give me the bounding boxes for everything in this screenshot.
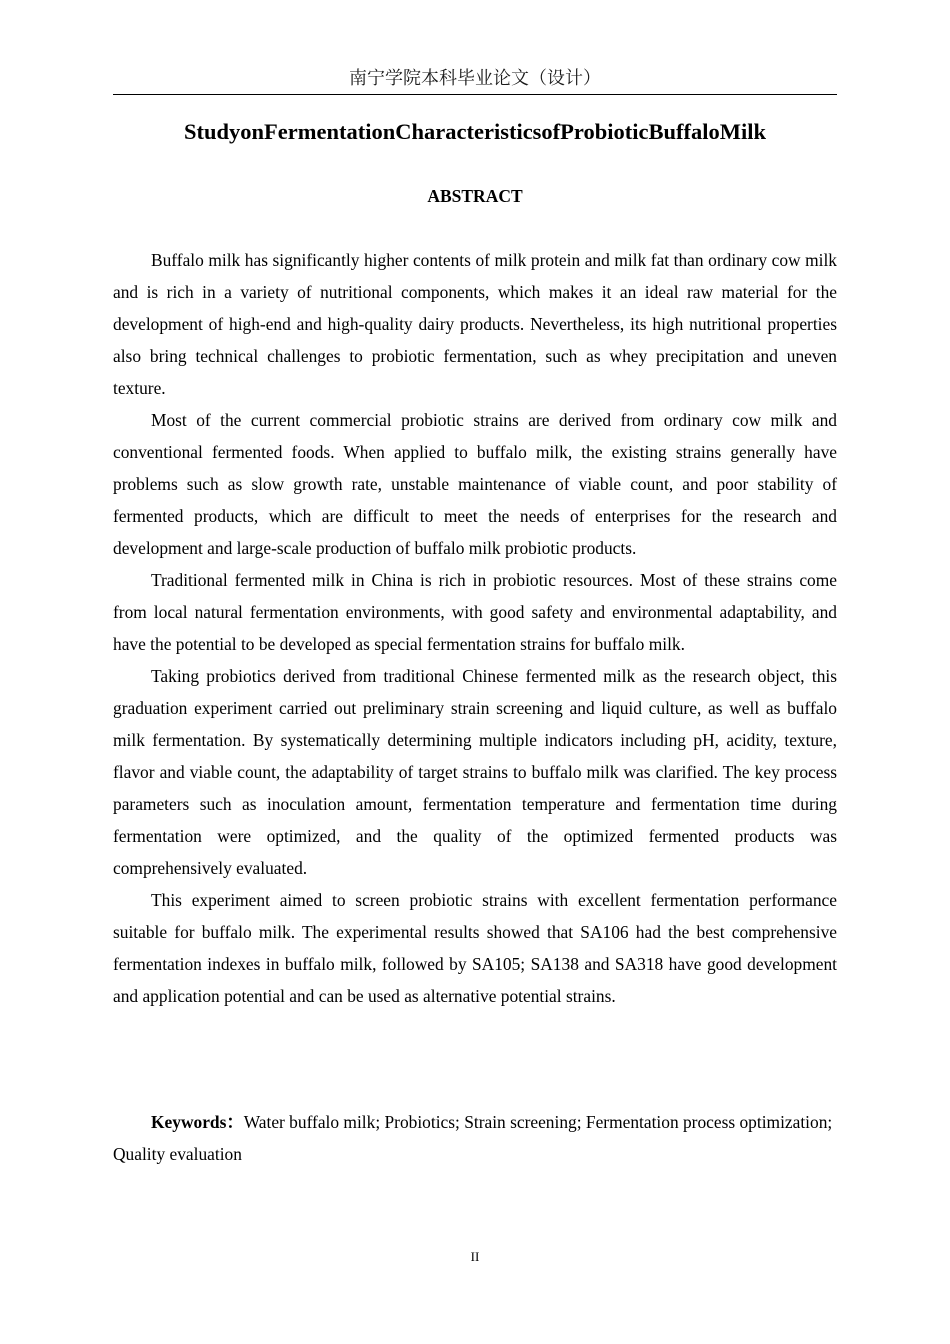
abstract-paragraph: Taking probiotics derived from traditional Chinese fermented milk as the research object, this graduation experiment carried out preliminary strain screening and liquid culture, as well as buffalo milk fermentation. By systematically determining multiple indicators including pH, acidity, texture, flavor and viable count, the adaptability of target strains to buffalo milk was clarified. The key process parameters such as inoculation amount, fermentation temperature and fermentation time during fermentation were optimized, and the quality of the optimized fermented products was comprehensively evaluated. — [113, 666, 837, 878]
abstract-paragraph: This experiment aimed to screen probiotic strains with excellent fermentation performance suitable for buffalo milk. The experimental results showed that SA106 had the best comprehensive fermentation indexes in buffalo milk, followed by SA105; SA138 and SA318 have good development and application potential and can be used as alternative potential strains. — [113, 890, 837, 1006]
running-header: 南宁学院本科毕业论文（设计） — [349, 68, 601, 89]
abstract-paragraph: Most of the current commercial probiotic strains are derived from ordinary cow milk and conventional fermented foods. When applied to buffalo milk, the existing strains generally have problems such as slow growth rate, unstable maintenance of viable count, and poor stability of fermented products, which are difficult to meet the needs of enterprises for the research and development and large-scale production of buffalo milk probiotic products. — [113, 410, 837, 558]
abstract-paragraph: Buffalo milk has significantly higher contents of milk protein and milk fat than ordinary cow milk and is rich in a variety of nutritional components, which makes it an ideal raw material for the development of high-end and high-quality dairy products. Nevertheless, its high nutritional properties also bring technical challenges to probiotic fermentation, such as whey precipitation and uneven texture. — [113, 250, 837, 398]
page-title: StudyonFermentationCharacteristicsofProbioticBuffaloMilk — [183, 119, 767, 144]
keywords-line — [113, 1106, 837, 1170]
keywords-text: Water buffalo milk; Probiotics; Strain screening; Fermentation process optimization; Quality evaluation — [113, 1112, 833, 1164]
abstract-paragraph: Traditional fermented milk in China is rich in probiotic resources. Most of these strains come from local natural fermentation environments, with good safety and environmental adaptability, and have the potential to be developed as special fermentation strains for buffalo milk. — [113, 570, 837, 654]
abstract-heading: ABSTRACT — [427, 186, 523, 206]
keywords-label: Keywords： — [151, 1112, 244, 1132]
header-divider — [113, 94, 837, 95]
abstract-body — [113, 244, 837, 1012]
page-number: II — [470, 1249, 480, 1264]
